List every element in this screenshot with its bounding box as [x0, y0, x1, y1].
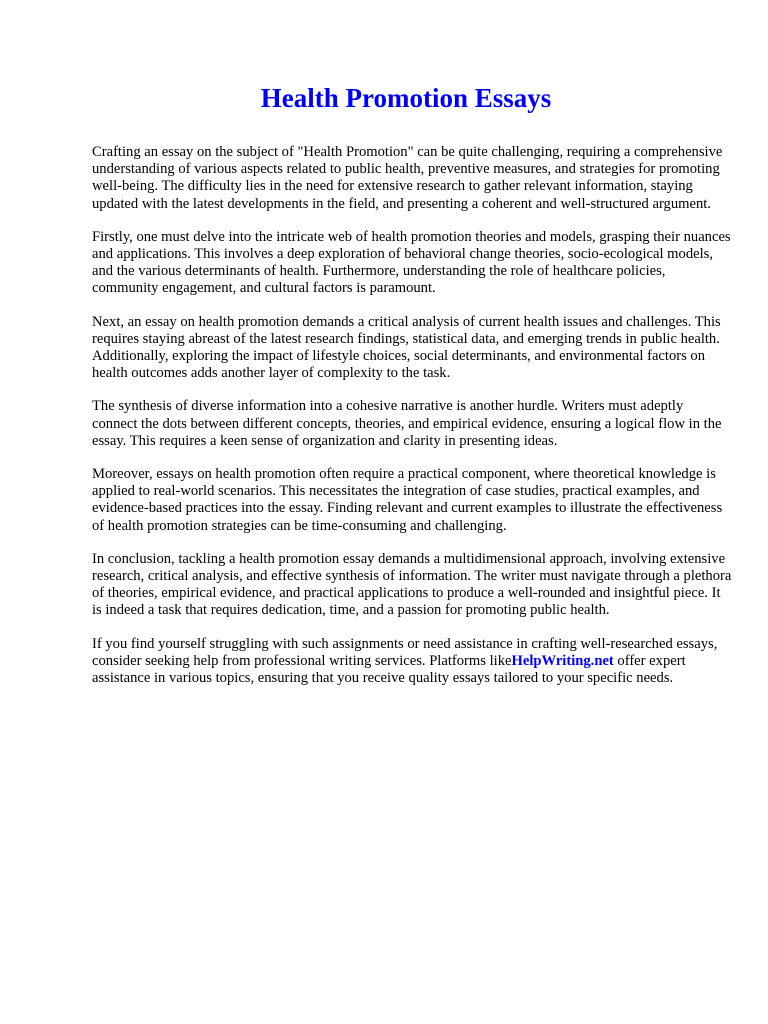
page-title: Health Promotion Essays: [260, 83, 552, 113]
paragraph-intro: Crafting an essay on the subject of "Health Promotion" can be quite challenging, requiring a comprehensive understanding of various aspects related to public health, preventive measures, and strategies for promoting well-being. The difficulty lies in the need for extensive research to gather relevant information, staying updated with the latest developments in the field, and presenting a coherent and well-structured argument.: [92, 144, 723, 212]
closing-text-after-link: offer expert assistance in various topics, ensuring that you receive quality essays tailored to your specific needs.: [92, 652, 686, 687]
closing-text-before-link: If you find yourself struggling with such assignments or need assistance in crafting well-researched essays, consider seeking help from professional writing services. Platforms like: [92, 635, 718, 669]
paragraph-practical: Moreover, essays on health promotion often require a practical component, where theoretical knowledge is applied to real-world scenarios. This necessitates the integration of case studies, practical examples, and evidence-based practices into the essay. Finding relevant and current examples to illustrate the effectiveness of health promotion strategies can be time-consuming and challenging.: [92, 466, 723, 534]
helpwriting-link[interactable]: HelpWriting.net: [511, 652, 614, 669]
paragraph-conclusion: In conclusion, tackling a health promotion essay demands a multidimensional approach, involving extensive research, critical analysis, and effective synthesis of information. The writer must navigate through a plethora of theories, empirical evidence, and practical applications to produce a well-rounded and insightful piece. It is indeed a task that requires dedication, time, and a passion for promoting public health.: [92, 550, 732, 619]
paragraph-analysis: Next, an essay on health promotion demands a critical analysis of current health issues and challenges. This requires staying abreast of the latest research findings, statistical data, and emerging trends in public health. Additionally, exploring the impact of lifestyle choices, social determinants, and environmental factors on health outcomes adds another layer of complexity to the task.: [92, 313, 721, 382]
paragraph-closing: [92, 636, 732, 688]
paragraph-synthesis: The synthesis of diverse information into a cohesive narrative is another hurdle. Writers must adeptly connect the dots between different concepts, theories, and empirical evidence, ensuring a logical flow in the essay. This requires a keen sense of organization and clarity in presenting ideas.: [92, 398, 722, 449]
essay-body: [92, 144, 732, 703]
paragraph-theories: Firstly, one must delve into the intricate web of health promotion theories and models, grasping their nuances and applications. This involves a deep exploration of behavioral change theories, socio-ecological models, and the various determinants of health. Furthermore, understanding the role of healthcare policies, community engagement, and cultural factors is paramount.: [92, 228, 731, 297]
